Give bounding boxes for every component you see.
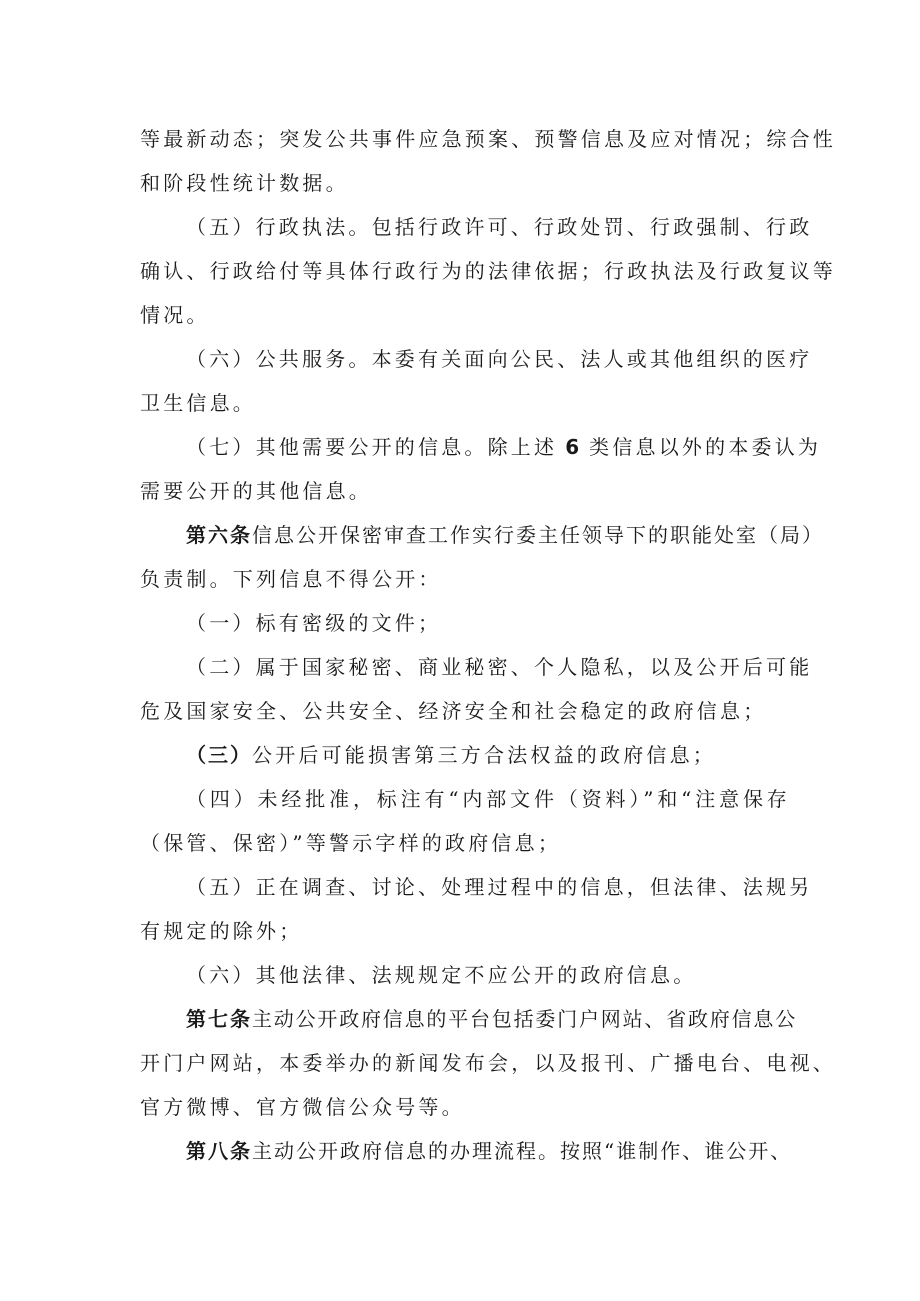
paragraph-line <box>140 388 790 418</box>
text: （五）正在调查、讨论、处理过程中的信息，但法律、法规另 <box>186 875 813 899</box>
paragraph-line <box>140 916 790 946</box>
paragraph-line <box>140 300 790 330</box>
paragraph-line <box>140 256 836 286</box>
text: 开门户网站，本委举办的新闻发布会，以及报刊、广播电台、电视、 <box>140 1051 836 1075</box>
text: 确认、行政给付等具体行政行为的法律依据；行政执法及行政复议等 <box>140 259 836 283</box>
list-item <box>186 652 813 682</box>
text: 主动公开政府信息的办理流程。按照“谁制作、谁公开、 <box>252 1139 793 1163</box>
paragraph-line <box>140 696 790 726</box>
article-line <box>186 1004 797 1034</box>
text: 负责制。下列信息不得公开： <box>140 567 442 591</box>
text: 官方微博、官方微信公众号等。 <box>140 1095 465 1119</box>
text: 需要公开的其他信息。 <box>140 479 372 503</box>
text: 情况。 <box>140 303 210 327</box>
text: （六）公共服务。本委有关面向公民、法人或其他组织的医疗 <box>186 347 813 371</box>
text: （七）其他需要公开的信息。除上述 <box>186 435 558 459</box>
list-item <box>186 872 813 902</box>
paragraph-line <box>140 1048 836 1078</box>
list-item <box>186 608 790 638</box>
paragraph-line <box>186 432 822 462</box>
list-item <box>186 740 790 770</box>
article-heading: 第七条 <box>186 1007 252 1031</box>
text: 有规定的除外； <box>140 919 303 943</box>
article-heading: 第八条 <box>186 1139 252 1163</box>
article-heading: 第六条 <box>186 523 252 547</box>
text: 主动公开政府信息的平台包括委门户网站、省政府信息公 <box>252 1007 797 1031</box>
text: （五）行政执法。包括行政许可、行政处罚、行政强制、行政 <box>186 215 813 239</box>
text: （一）标有密级的文件； <box>186 611 442 635</box>
text: 公开后可能损害第三方合法权益的政府信息； <box>252 743 716 767</box>
text: 类信息以外的本委认为 <box>589 435 822 459</box>
text: 等最新动态；突发公共事件应急预案、预警信息及应对情况；综合性 <box>140 127 836 151</box>
paragraph-line <box>140 564 790 594</box>
paragraph-line <box>186 344 813 374</box>
list-item <box>186 960 790 990</box>
paragraph-line <box>140 828 790 858</box>
paragraph-line <box>140 1092 790 1122</box>
text: 和阶段性统计数据。 <box>140 171 349 195</box>
article-line <box>186 520 824 550</box>
text: 危及国家安全、公共安全、经济安全和社会稳定的政府信息； <box>140 699 767 723</box>
number-text: 6 <box>565 435 582 459</box>
paragraph-line <box>140 124 836 154</box>
paragraph-line <box>186 212 813 242</box>
text: （二）属于国家秘密、商业秘密、个人隐私，以及公开后可能 <box>186 655 813 679</box>
text: 信息公开保密审查工作实行委主任领导下的职能处室（局） <box>252 523 824 547</box>
article-line <box>186 1136 793 1166</box>
text: 卫生信息。 <box>140 391 256 415</box>
text: （六）其他法律、法规规定不应公开的政府信息。 <box>186 963 697 987</box>
text: （保管、保密）”等警示字样的政府信息； <box>140 831 562 855</box>
paragraph-line <box>140 168 790 198</box>
item-marker: （三） <box>186 743 252 767</box>
list-item <box>186 784 790 814</box>
paragraph-line <box>140 476 790 506</box>
text: （四）未经批准，标注有“内部文件（资料）”和“注意保存 <box>186 787 790 811</box>
